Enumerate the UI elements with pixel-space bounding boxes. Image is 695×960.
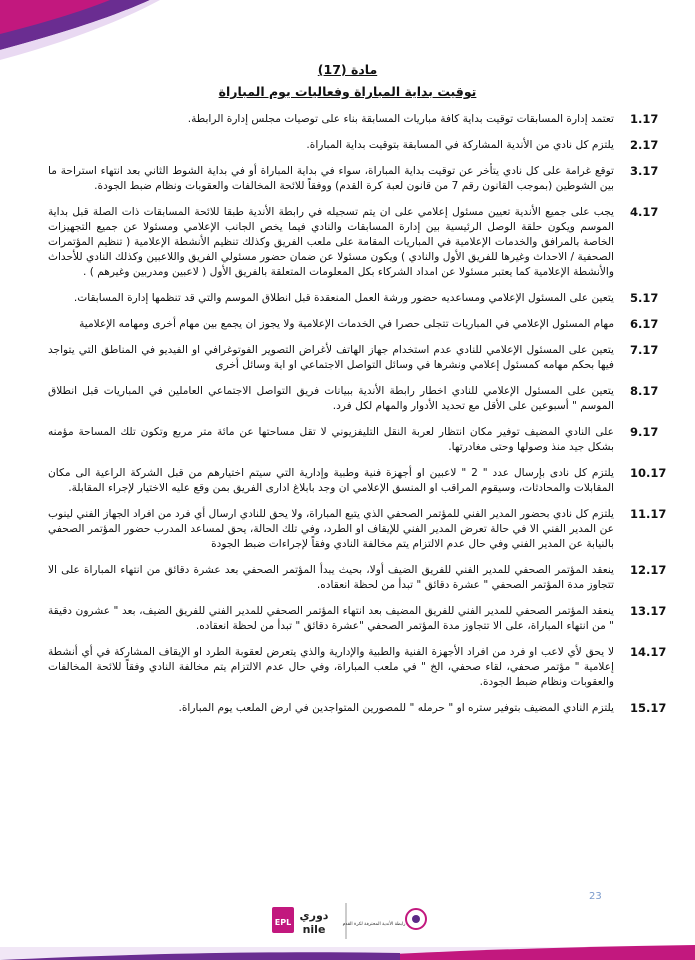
clause-1 (48, 112, 659, 127)
clause-number: 7.17 (630, 343, 659, 357)
clause-number: 1.17 (630, 112, 659, 126)
clause-10 (48, 466, 667, 496)
clause-text: يتعين على المسئول الإعلامي ومساعديه حضور ورشة العمل المنعقدة قبل انطلاق الموسم والتي قد تنظمها إدارة المسابقات. (73, 292, 614, 304)
clause-number: 15.17 (630, 701, 667, 715)
clause-3 (48, 164, 659, 194)
clause-9 (48, 425, 659, 455)
clause-13 (48, 604, 667, 634)
clause-number: 4.17 (630, 205, 659, 219)
clause-number: 12.17 (630, 563, 667, 577)
footer-logos (270, 895, 440, 945)
clause-6 (48, 317, 659, 332)
clause-text: يتعين على المسئول الإعلامي للنادي عدم استخدام جهاز الهاتف لأغراض التصوير الفوتوغرافي او الفيديو في المناطق التي يتواجد فيها بحكم مهامه كمسئول إعلامي ونشرها في وسائل التواصل الاجتماعي او اية وسائل أخرى (48, 344, 614, 371)
epl-badge-text: EPL (274, 918, 292, 927)
clause-5 (48, 291, 659, 306)
clause-text: يلتزم كل نادى بإرسال عدد " 2 " لاعبين او أجهزة فنية وطبية وإدارية التي سيتم اختيارهم من قبل الشركة الراعية الى مكان المقابلات والمحادثات، وسيقوم المراقب او المنسق الإعلامي ان وجد بابلاغ ادارى الفريق بمن وقع عليه الاختيار لإجراء المقابلة. (48, 467, 614, 494)
clause-2 (48, 138, 659, 153)
sponsor-logo-text: nile (302, 923, 326, 936)
clause-8 (48, 384, 659, 414)
clause-number: 14.17 (630, 645, 667, 659)
article-title: توقيت بداية المباراة وفعاليات يوم المباراة (218, 84, 477, 99)
association-logo-text: رابطة الأندية المحترفة لكرة القدم (342, 922, 406, 927)
clause-number: 10.17 (630, 466, 667, 480)
clause-text: يتعين على المسئول الإعلامي للنادي اخطار رابطة الأندية ببيانات فريق التواصل الاجتماعي العاملين في المباريات قبل انطلاق الموسم " أسبوعين على الأقل مع تحديد الأدوار والمهام لكل فرد. (48, 385, 614, 412)
clause-4 (48, 205, 659, 280)
clause-number: 8.17 (630, 384, 659, 398)
clause-text: يلتزم كل نادي من الأندية المشاركة في المسابقة بتوقيت بداية المباراة. (306, 139, 614, 151)
clause-text: على النادي المضيف توفير مكان انتظار لعربة النقل التليفزيوني لا تقل مساحتها عن مائة متر مربع وتكون تلك المساحة مؤمنه بشكل جيد منذ وصولها وحتى مغادرتها. (48, 426, 614, 453)
clause-text: ينعقد المؤتمر الصحفي للمدير الفني للفريق الضيف أولا، بحيث يبدأ المؤتمر الصحفي بعد عشرة دقائق من انتهاء المباراة على الا تتجاوز مدة المؤتمر الصحفي " عشرة دقائق " تبدأ من لحظة انعقاده. (48, 564, 614, 591)
clause-number: 2.17 (630, 138, 659, 152)
clause-number: 11.17 (630, 507, 667, 521)
clause-text: يلتزم كل نادي بحضور المدير الفني للمؤتمر الصحفي الذي يتبع المباراة، ولا يحق للنادي ارسال أي فرد من افراد الجهاز الفني لينوب عن المدير الفني الا في حالة تعرض المدير الفني للإيقاف او الطرد، وفي تلك الحالة، يحق لمساعد المدرب حضور المؤتمر الصحفي بالنيابة عن المدير الفني وفي حال عدم الالتزام يتم مخالفة النادي وفقاً لإجراءات ضبط الجودة (48, 508, 614, 550)
clause-text: توقع غرامة على كل نادي يتأخر عن توقيت بداية المباراة، سواء في بداية المباراة أو في بداية الشوط الثاني بعد انتهاء استراحة ما بين الشوطين (بموجب القانون رقم 7 من قانون لعبة كرة القدم) ووفقاً للائحة المخالفات والعقوبات ونظام ضبط الجودة. (48, 165, 614, 192)
clause-text: تعتمد إدارة المسابقات توقيت بداية كافة مباريات المسابقة بناء على توصيات مجلس إدارة الرابطة. (187, 113, 614, 125)
clause-number: 13.17 (630, 604, 667, 618)
association-logo (343, 909, 426, 929)
clause-number: 6.17 (630, 317, 659, 331)
article-number: مادة (17) (317, 62, 378, 77)
clause-12 (48, 563, 667, 593)
clause-text: يجب على جميع الأندية تعيين مسئول إعلامي على ان يتم تسجيله في رابطة الأندية طبقا للائحة المسابقات ذات الصلة قبل بداية الموسم ويكون حلقة الوصل الرئيسية بين إدارة المسابقات والنادي فيما يخص الجانب الإعلامي ومسئولا عن جميع التجهيزات الخاصة بالمرافق والخدمات الإعلامية في المباريات المقامة على ملعب الفريق وكذلك تنظيم الأنشطة الإعلامية ( تنظيم المؤتمرات الصحفية / الاحداث وغيرها للفريق الأول والنادي ) ويكون مسئولا عن ضمان حضور مسئولي الفريق واللاعبين وكذلك النادي للأحداث والأنشطة الإعلامية كما يعتبر مسئولا عن امداد الشركاء بكل المعلومات المتعلقة بالفريق الأول ( لاعبين ومدربين وغيرهم ) . (48, 206, 614, 278)
clause-text: ينعقد المؤتمر الصحفي للمدير الفني للفريق المضيف بعد انتهاء المؤتمر الصحفي للمدير الفني للفريق الضيف، بعد " عشرون دقيقة " من انتهاء المباراة، على الا تتجاوز مدة المؤتمر الصحفي "عشرة دقائق " تبدأ من لحظة انعقاده. (48, 605, 614, 632)
page-number: 23 (589, 891, 602, 902)
clause-7 (48, 343, 659, 373)
league-logo-text: دوري (299, 909, 329, 922)
clause-text: مهام المسئول الإعلامي في المباريات تتجلى حصرا في الخدمات الإعلامية ولا يجوز ان يجمع بين مهام أخرى ومهامه الإعلامية (79, 318, 614, 330)
clause-text: يلتزم النادي المضيف بتوفير ستره او " حرمله " للمصورين المتواجدين في ارض الملعب يوم المباراة. (178, 702, 614, 714)
league-logo (272, 907, 329, 936)
clause-15 (48, 701, 667, 716)
clause-text: لا يحق لأي لاعب او فرد من افراد الأجهزة الفنية والطبية والإدارية والذي يتعرض لعقوبة الطرد او الإيقاف المشاركة في أي أنشطة إعلامية " مؤتمر صحفي، لقاء صحفي، الخ " في ملعب المباراة، وفي حال عدم الالتزام يتم مخالفة النادي وفقاً للائحة المخالفات والعقوبات ونظام ضبط الجودة. (48, 646, 614, 688)
clause-11 (48, 507, 667, 552)
clause-number: 9.17 (630, 425, 659, 439)
clause-number: 3.17 (630, 164, 659, 178)
clauses-list (48, 112, 667, 727)
article-header (0, 62, 695, 100)
clause-number: 5.17 (630, 291, 659, 305)
clause-14 (48, 645, 667, 690)
